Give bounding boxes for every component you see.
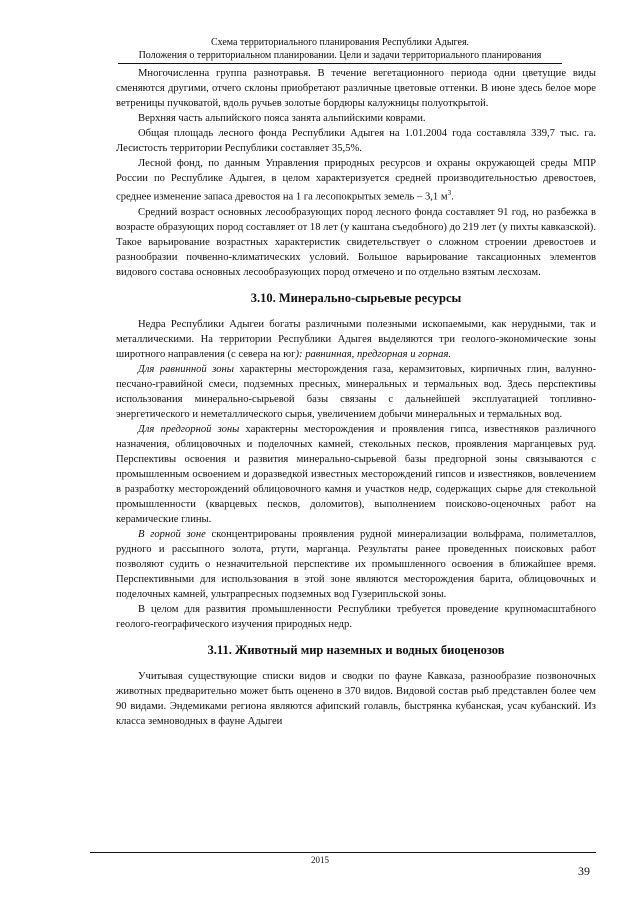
paragraph-forest-fund (116, 156, 596, 205)
foothill-zone-text: характерны месторождения и проявления гипса, известняков различного назначения, облицовочных и поделочных камней, стекольных песков, проявления марганцевых руд. Перспективы освоения и развития минерально-сырьевой базы предгорной зоны связываются с промышленным освоением и доразведкой известных месторождений гипсов и известняков, вовлечением в разработку месторождений облицовочного камня и участков недр, содержащих сырье для стекольной промышленности (кварцевых песков, доломитов), выполнением поисково-оценочных работ на керамические глины. (116, 423, 596, 525)
mountain-zone-label: В горной зоне (138, 528, 206, 540)
footer-year: 2015 (311, 855, 329, 865)
foothill-zone-label: Для предгорной зоны (138, 423, 240, 435)
plain-zone-text: характерны месторождения газа, керамзитовых, кирпичных глин, валунно-песчано-гравийной смеси, подземных пресных, минеральных и термальных вод. Здесь перспективы использования минерально-сырьевой базы связаны с дальнейшей эксплуатацией топливно-энергетического и неметаллического сырья, увеличением добычи минеральных и термальных вод. (116, 363, 597, 420)
paragraph-minerals-conclusion: В целом для развития промышленности Республики требуется проведение крупномасштабного геолого-географического изучения природных недр. (116, 603, 596, 630)
superscript-3: 3 (447, 189, 452, 197)
minerals-intro-zones: ): равнинная, предгорная и горная. (295, 348, 452, 360)
running-header (118, 36, 562, 62)
mountain-zone-text: сконцентрированы проявления рудной минерализации вольфрама, полиметаллов, рудного и рассыпного золота, ртути, марганца. Результаты ранее проведенных поисковых работ позволяют судить о незначительной перспективе их промышленного освоения в ближайшее время. Перспективными для использования в этой зоне являются месторождения барита, облицовочных и поделочных камней, ультрапресных подземных вод Гузерипльской зоны. (116, 528, 597, 600)
paragraph-herbs: Многочисленна группа разнотравья. В течение вегетационного периода одни цветущие виды сменяются другими, отчего склоны приобретают различные цветовые оттенки. В июне здесь белое море ветреницы пучковатой, вдоль ручьев золотые бордюры калужницы полуоткрытой. (116, 68, 596, 109)
paragraph-mountain-zone (116, 527, 596, 602)
paragraph-minerals-intro (116, 317, 596, 362)
header-divider (118, 63, 562, 64)
paragraph-alpine: Верхняя часть альпийского пояса занята альпийскими коврами. (138, 113, 426, 124)
section-title-fauna: 3.11. Животный мир наземных и водных биоценозов (207, 642, 505, 657)
paragraph-plain-zone (116, 362, 596, 422)
header-line-1: Схема территориального планирования Республики Адыгея. (210, 37, 470, 48)
page-number: 39 (578, 864, 590, 878)
paragraph-fauna: Учитывая существующие списки видов и сводки по фауне Кавказа, разнообразие позвоночных животных предварительно может быть оценено в 370 видов. Видовой состав рыб представлен более чем 90 видами. Эндемиками региона являются афипский голавль, быстрянка кубанская, усач кубанский. Из класса земноводных в фауне Адыгеи (116, 670, 596, 727)
forest-fund-text: Лесной фонд, по данным Управления природных ресурсов и охраны окружающей среды МПР России по Республике Адыгея, в целом характеризуется средней производительностью древостоев, среднее изменение запаса древостоя на 1 га лесопокрытых земель – 3,1 м (116, 158, 596, 203)
minerals-intro-text: Недра Республики Адыгеи богаты различными полезными ископаемыми, как нерудными, так и металлическими. На территории Республики Адыгея выделяются три геолого-экономические зоны широтного направления (с севера на юг (116, 318, 596, 360)
paragraph-forest-age: Средний возраст основных лесообразующих пород лесного фонда составляет 91 год, но разбежка в возрасте образующих пород составляет от 18 лет (у каштана съедобного) до 219 лет (у пихты кавказской). Такое варьирование возрастных характеристик свидетельствует о сложном строении древостоев и разнообразии почвенно-климатических условий. Большое варьирование таксационных элементов видового состава основных лесообразующих пород отмечено и по отдельно взятым лесхозам. (116, 206, 596, 278)
document-body (116, 66, 596, 729)
plain-zone-label: Для равнинной зоны (138, 363, 234, 375)
section-title-minerals: 3.10. Минерально-сырьевые ресурсы (250, 290, 462, 305)
paragraph-forest-area: Общая площадь лесного фонда Республики Адыгея на 1.01.2004 года составляла 339,7 тыс. га. Лесистость территории Республики составляет 35,5%. (116, 128, 596, 154)
forest-fund-end: . (451, 191, 454, 203)
paragraph-foothill-zone (116, 422, 596, 527)
footer-divider (90, 852, 596, 853)
header-line-2: Положения о территориальном планировании. Цели и задачи территориального планирования (138, 50, 542, 61)
